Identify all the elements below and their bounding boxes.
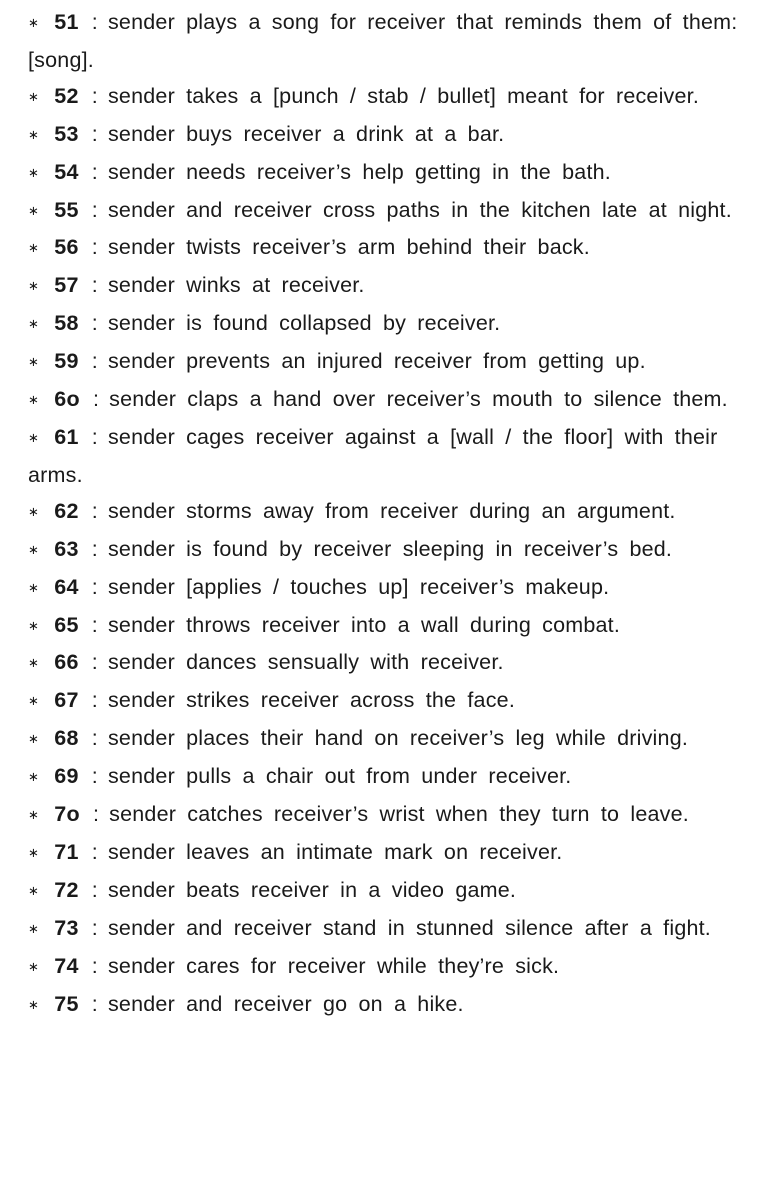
list-item <box>28 382 740 420</box>
item-number: 71 <box>54 839 79 864</box>
item-separator: : <box>91 536 98 561</box>
list-item <box>28 683 740 721</box>
bullet-icon: ∗ <box>28 693 40 709</box>
list-item <box>28 721 740 759</box>
item-text: sender plays a song for receiver that reminds them of them: [song]. <box>28 10 738 72</box>
item-number: 67 <box>54 688 79 713</box>
item-separator: : <box>91 688 98 713</box>
item-separator: : <box>91 235 98 260</box>
list-item <box>28 268 740 306</box>
bullet-icon: ∗ <box>28 579 40 595</box>
list-item <box>28 5 740 79</box>
item-separator: : <box>91 764 98 789</box>
item-separator: : <box>91 650 98 675</box>
bullet-icon: ∗ <box>28 88 40 104</box>
list-item <box>28 987 740 1025</box>
item-separator: : <box>91 915 98 940</box>
bullet-icon: ∗ <box>28 617 40 633</box>
list-item <box>28 835 740 873</box>
item-separator: : <box>91 311 98 336</box>
item-number: 69 <box>54 764 79 789</box>
item-text: sender claps a hand over receiver’s mouth to silence them. <box>109 387 728 412</box>
item-separator: : <box>91 273 98 298</box>
list-item <box>28 797 740 835</box>
item-number: 52 <box>54 83 79 108</box>
list-item <box>28 230 740 268</box>
item-text: sender strikes receiver across the face. <box>107 688 515 713</box>
item-number: 55 <box>54 197 79 222</box>
item-separator: : <box>91 121 98 146</box>
item-number: 64 <box>54 574 79 599</box>
item-separator: : <box>91 726 98 751</box>
item-text: sender places their hand on receiver’s leg while driving. <box>107 726 689 751</box>
item-separator: : <box>91 574 98 599</box>
list-item <box>28 155 740 193</box>
list-item <box>28 532 740 570</box>
list-item <box>28 949 740 987</box>
list-item <box>28 344 740 382</box>
list-item <box>28 306 740 344</box>
item-number: 59 <box>54 349 79 374</box>
item-text: sender leaves an intimate mark on receiver. <box>107 839 563 864</box>
item-text: sender twists receiver’s arm behind their back. <box>107 235 590 260</box>
bullet-icon: ∗ <box>28 354 40 370</box>
list-item <box>28 645 740 683</box>
item-text: sender catches receiver’s wrist when they turn to leave. <box>109 802 689 827</box>
bullet-icon: ∗ <box>28 278 40 294</box>
item-number: 58 <box>54 311 79 336</box>
list-item <box>28 117 740 155</box>
item-text: sender dances sensually with receiver. <box>107 650 504 675</box>
bullet-icon: ∗ <box>28 920 40 936</box>
item-text: sender [applies / touches up] receiver’s makeup. <box>107 574 610 599</box>
list-item <box>28 420 740 494</box>
bullet-icon: ∗ <box>28 541 40 557</box>
item-separator: : <box>91 424 98 449</box>
bullet-icon: ∗ <box>28 202 40 218</box>
item-text: sender buys receiver a drink at a bar. <box>107 121 505 146</box>
item-number: 72 <box>54 877 79 902</box>
item-text: sender winks at receiver. <box>107 273 365 298</box>
list-item <box>28 608 740 646</box>
item-number: 62 <box>54 498 79 523</box>
item-text: sender cares for receiver while they’re sick. <box>107 953 560 978</box>
item-text: sender needs receiver’s help getting in the bath. <box>107 159 611 184</box>
list-item <box>28 911 740 949</box>
prompt-list <box>28 5 740 1024</box>
bullet-icon: ∗ <box>28 844 40 860</box>
bullet-icon: ∗ <box>28 882 40 898</box>
list-item <box>28 759 740 797</box>
bullet-icon: ∗ <box>28 392 40 408</box>
item-text: sender is found collapsed by receiver. <box>107 311 501 336</box>
list-item <box>28 193 740 231</box>
item-number: 56 <box>54 235 79 260</box>
item-number: 63 <box>54 536 79 561</box>
list-item <box>28 873 740 911</box>
item-text: sender storms away from receiver during an argument. <box>107 498 676 523</box>
item-separator: : <box>91 991 98 1016</box>
bullet-icon: ∗ <box>28 503 40 519</box>
bullet-icon: ∗ <box>28 316 40 332</box>
item-number: 74 <box>54 953 79 978</box>
item-number: 61 <box>54 424 79 449</box>
item-number: 51 <box>54 10 79 34</box>
item-number: 66 <box>54 650 79 675</box>
bullet-icon: ∗ <box>28 958 40 974</box>
item-number: 73 <box>54 915 79 940</box>
item-text: sender beats receiver in a video game. <box>107 877 517 902</box>
list-item <box>28 570 740 608</box>
item-number: 68 <box>54 726 79 751</box>
item-separator: : <box>91 349 98 374</box>
bullet-icon: ∗ <box>28 126 40 142</box>
list-item <box>28 79 740 117</box>
list-item <box>28 494 740 532</box>
item-number: 75 <box>54 991 79 1016</box>
item-text: sender is found by receiver sleeping in receiver’s bed. <box>107 536 673 561</box>
item-separator: : <box>91 498 98 523</box>
item-number: 53 <box>54 121 79 146</box>
item-text: sender and receiver stand in stunned silence after a fight. <box>107 915 711 940</box>
bullet-icon: ∗ <box>28 240 40 256</box>
item-separator: : <box>91 197 98 222</box>
item-number: 65 <box>54 612 79 637</box>
item-text: sender pulls a chair out from under receiver. <box>107 764 572 789</box>
item-number: 54 <box>54 159 79 184</box>
item-separator: : <box>92 802 100 827</box>
item-text: sender and receiver cross paths in the kitchen late at night. <box>107 197 732 222</box>
bullet-icon: ∗ <box>28 164 40 180</box>
item-number: 57 <box>54 273 79 298</box>
item-text: sender throws receiver into a wall during combat. <box>107 612 621 637</box>
bullet-icon: ∗ <box>28 429 40 445</box>
bullet-icon: ∗ <box>28 731 40 747</box>
item-text: sender and receiver go on a hike. <box>107 991 464 1016</box>
item-text: sender prevents an injured receiver from getting up. <box>107 349 646 374</box>
item-separator: : <box>91 612 98 637</box>
bullet-icon: ∗ <box>28 807 40 823</box>
bullet-icon: ∗ <box>28 996 40 1012</box>
item-number: 7o <box>54 802 80 827</box>
item-separator: : <box>91 839 98 864</box>
item-number: 6o <box>54 387 80 412</box>
item-separator: : <box>91 159 98 184</box>
item-text: sender cages receiver against a [wall / the floor] with their arms. <box>28 424 718 487</box>
bullet-icon: ∗ <box>28 769 40 785</box>
item-text: sender takes a [punch / stab / bullet] meant for receiver. <box>107 83 700 108</box>
item-separator: : <box>91 877 98 902</box>
item-separator: : <box>91 10 98 34</box>
item-separator: : <box>91 953 98 978</box>
bullet-icon: ∗ <box>28 15 40 30</box>
item-separator: : <box>92 387 100 412</box>
item-separator: : <box>91 83 98 108</box>
bullet-icon: ∗ <box>28 655 40 671</box>
